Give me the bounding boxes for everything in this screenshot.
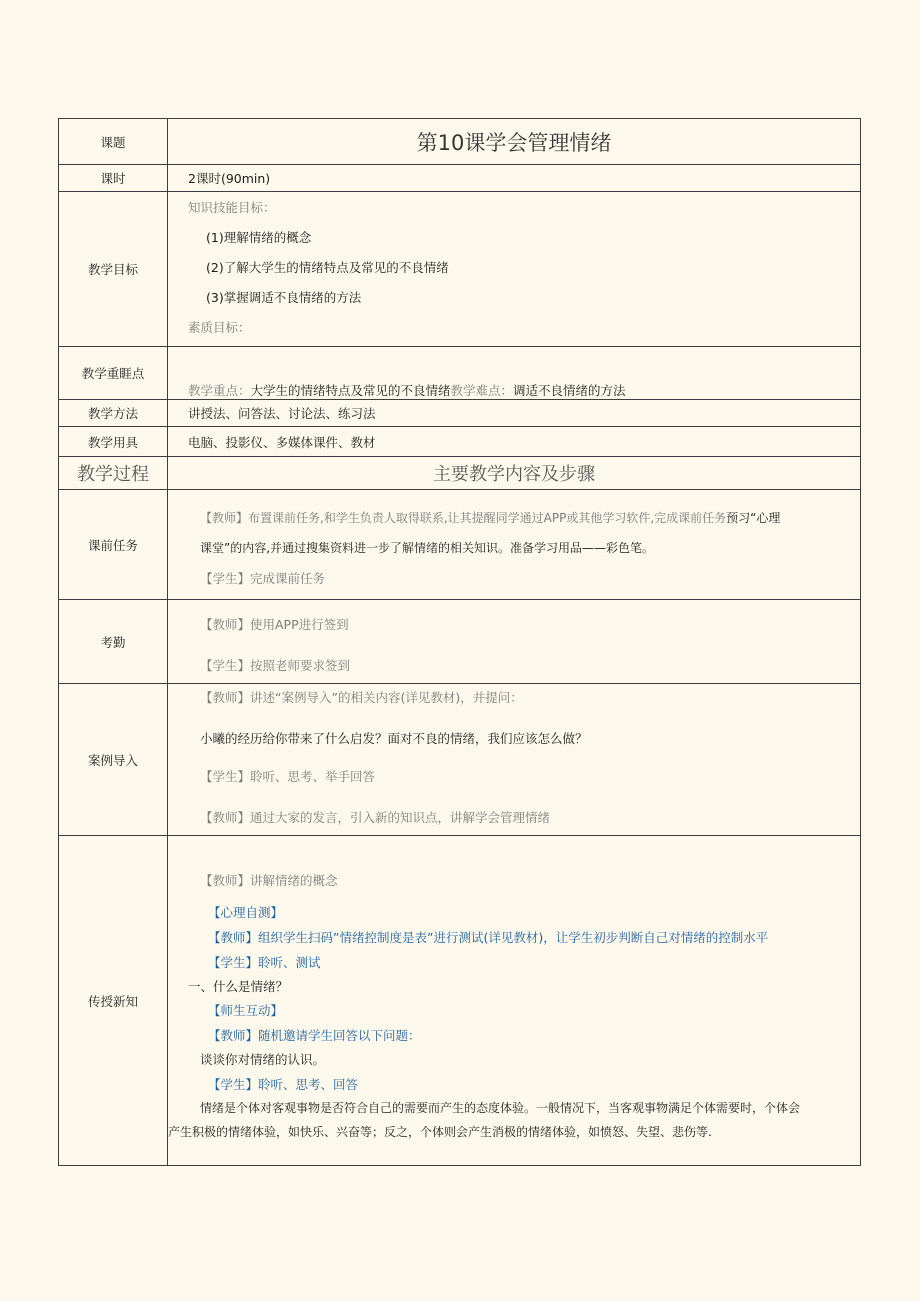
- goal-item: (3)掌握调适不良情绪的方法: [206, 290, 362, 305]
- pre-task-teacher-line1: [200, 509, 780, 526]
- goals-label: 教学目标: [59, 192, 168, 347]
- row-process-header: [59, 457, 861, 490]
- row-attendance: [59, 600, 861, 684]
- pre-task-teacher-gray: 【教师】布置课前任务,和学生负责人取得联系,让其提醒同学通过APP或其他学习软件,完成课前任务: [200, 511, 727, 525]
- difficulty-text: 调适不良情绪的方法: [513, 383, 626, 398]
- row-keypoints: [59, 347, 861, 400]
- process-header-left: 教学过程: [59, 457, 168, 490]
- pre-task-cell: [168, 490, 861, 600]
- process-header-right: 主要教学内容及步骤: [168, 457, 861, 490]
- nk-prompt: 谈谈你对情绪的认识。: [200, 1052, 326, 1067]
- difficulty-prefix: 教学难点：: [450, 383, 514, 398]
- new-knowledge-label: 传授新知: [59, 836, 168, 1166]
- row-pre-task: [59, 490, 861, 600]
- row-tools: [59, 427, 861, 457]
- goal-item: (2)了解大学生的情绪特点及常见的不良情绪: [206, 260, 449, 275]
- methods-value: 讲授法、问答法、讨论法、练习法: [168, 400, 861, 427]
- row-topic: [59, 119, 861, 165]
- nk-teacher-3: 【教师】随机邀请学生回答以下问题：: [208, 1028, 421, 1043]
- attendance-student: 【学生】按照老师要求签到: [200, 658, 351, 673]
- nk-self-test: 【心理自测】: [208, 905, 284, 920]
- row-new-knowledge: [59, 836, 861, 1166]
- nk-student-2: 【学生】聆听、思考、回答: [208, 1077, 359, 1092]
- pre-task-teacher-line2: 课堂”的内容,并通过搜集资料进一步了解情绪的相关知识。准备学习用品——彩色笔。: [200, 541, 655, 555]
- new-knowledge-cell: [168, 836, 861, 1166]
- keypoint-prefix: 教学重点：: [188, 383, 251, 398]
- row-goals: [59, 192, 861, 347]
- pre-task-teacher-dark: 预习“心理: [726, 511, 781, 525]
- lesson-table: [58, 118, 861, 1166]
- case-intro-cell: [168, 684, 861, 836]
- case-intro-teacher-1: 【教师】讲述“案例导入”的相关内容(详见教材)，并提问：: [200, 690, 523, 705]
- hours-label: 课时: [59, 165, 168, 192]
- nk-teacher-2: 【教师】组织学生扫码”情绪控制度是表”进行测试(详见教材)，让学生初步判断自己对情绪的控制水平: [208, 930, 769, 945]
- case-intro-teacher-2: 【教师】通过大家的发言，引入新的知识点，讲解学会管理情绪: [200, 810, 551, 825]
- nk-definition-2: 产生积极的情绪体验，如快乐、兴奋等；反之，个体则会产生消极的情绪体验，如愤怒、失望、悲伤等.: [168, 1125, 712, 1139]
- case-intro-student: 【学生】聆听、思考、举手回答: [200, 769, 376, 784]
- attendance-teacher: 【教师】使用APP进行签到: [200, 617, 349, 632]
- topic-label: 课题: [59, 119, 168, 165]
- goal-item: (1)理解情绪的概念: [206, 230, 312, 245]
- keypoints-cell: [168, 347, 861, 400]
- lesson-title: 第10课学会管理情绪: [168, 119, 861, 165]
- goals-cell: [168, 192, 861, 347]
- tools-value: 电脑、投影仪、多媒体课件、教材: [168, 427, 861, 457]
- case-intro-question: 小曦的经历给你带来了什么启发？面对不良的情绪，我们应该怎么做？: [200, 731, 588, 746]
- hours-value: 2课时(90min): [168, 165, 861, 192]
- row-hours: [59, 165, 861, 192]
- attendance-label: 考勤: [59, 600, 168, 684]
- keypoints-label: 教学重睚点: [59, 347, 168, 400]
- nk-student-1: 【学生】聆听、测试: [208, 955, 321, 970]
- pre-task-label: 课前任务: [59, 490, 168, 600]
- nk-teacher-1: 【教师】讲解情绪的概念: [200, 873, 338, 888]
- goals-quality-heading: 素质目标：: [188, 320, 251, 335]
- keypoints-line: [188, 381, 626, 399]
- lesson-plan: [58, 118, 860, 1166]
- case-intro-label: 案例导入: [59, 684, 168, 836]
- row-methods: [59, 400, 861, 427]
- attendance-cell: [168, 600, 861, 684]
- nk-interaction: 【师生互动】: [208, 1003, 284, 1018]
- methods-label: 教学方法: [59, 400, 168, 427]
- nk-definition-1: 情绪是个体对客观事物是否符合自己的需要而产生的态度体验。一般情况下，当客观事物满足个体需要时，个体会: [200, 1101, 801, 1115]
- goals-knowledge-heading: 知识技能目标：: [188, 200, 276, 215]
- pre-task-student: 【学生】完成课前任务: [200, 571, 326, 586]
- row-case-intro: [59, 684, 861, 836]
- nk-section-heading: 一、什么是情绪？: [188, 979, 289, 994]
- tools-label: 教学用具: [59, 427, 168, 457]
- keypoint-text: 大学生的情绪特点及常见的不良情绪: [250, 383, 451, 398]
